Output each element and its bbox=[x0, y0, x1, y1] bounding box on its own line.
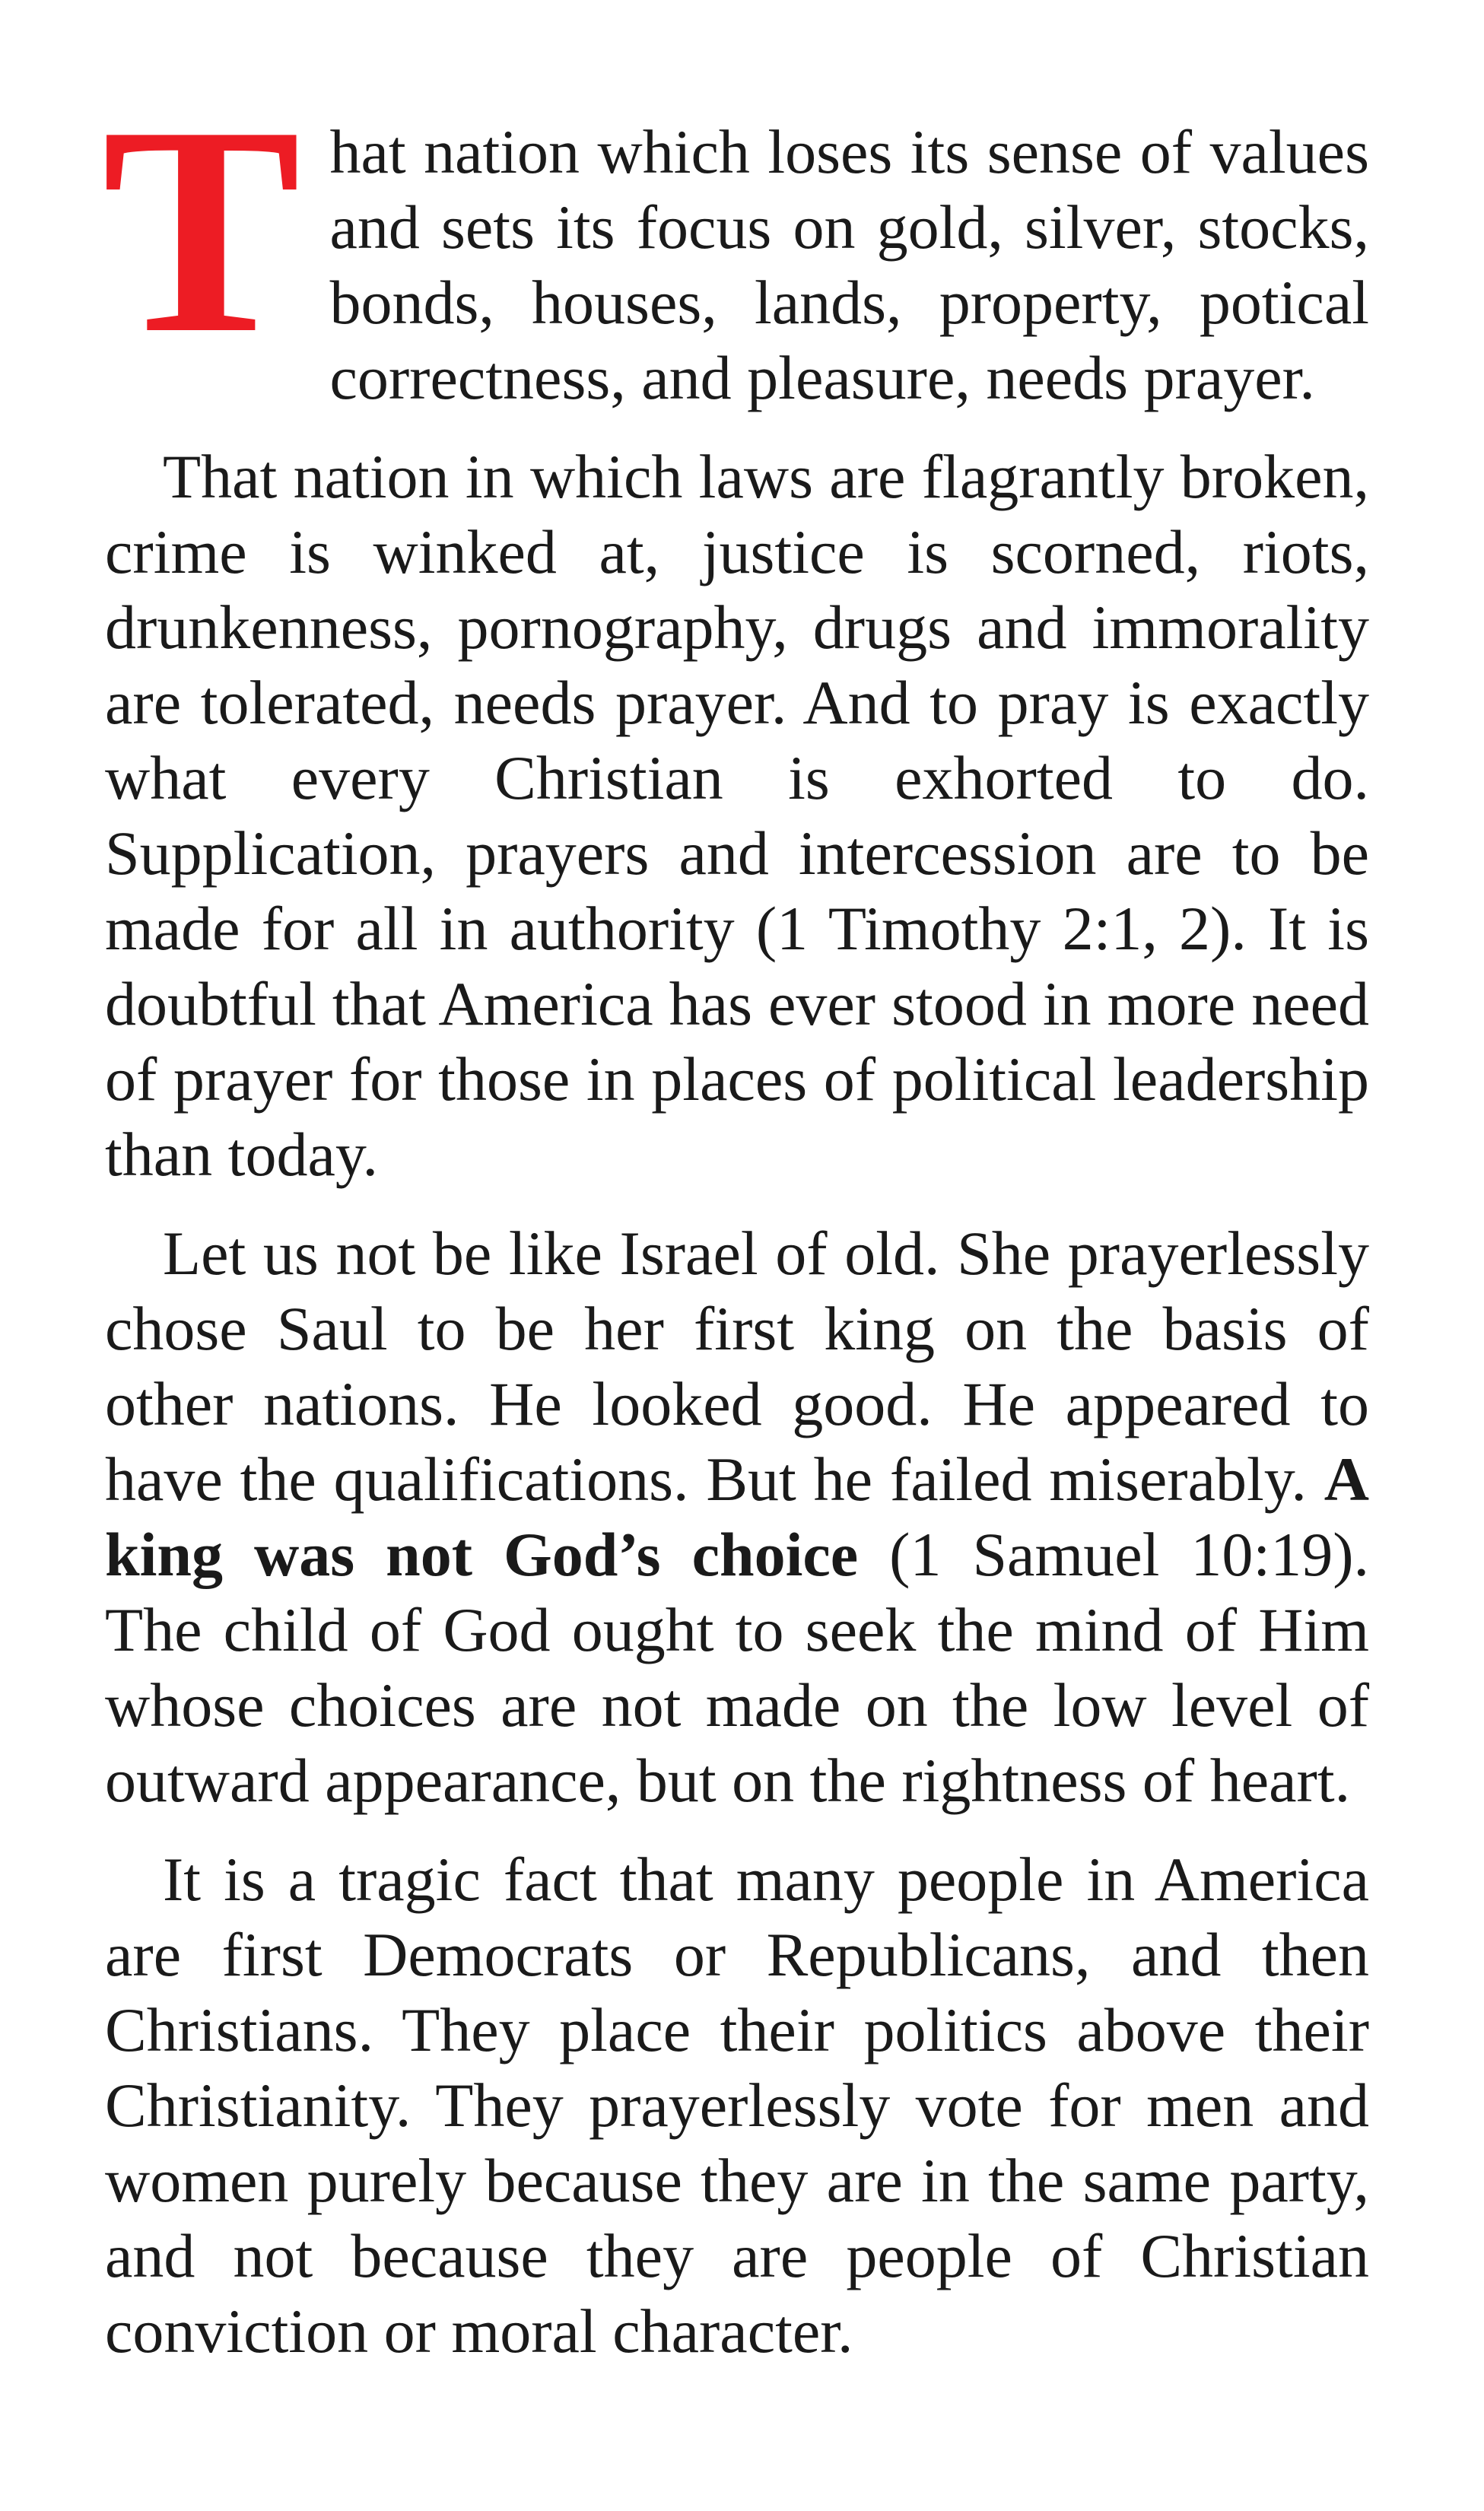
paragraph-4: It is a tragic fact that many people in America are first Democrats or Republicans, and then Christians. They place their politics above their Christianity. They prayerlessly vote for men and women purely because they are in the same party, and not because they are people of Christian conviction or moral character. bbox=[105, 1845, 1369, 2366]
paragraph-3 bbox=[105, 1216, 1369, 1818]
paragraph-3-text-after: (1 Samuel 10:19). The child of God ought to seek the mind of Him whose choices are not made on the low level of outward appearance, but on the rightness of heart. bbox=[105, 1520, 1369, 1815]
paragraph-1-text: hat nation which loses its sense of values and sets its focus on gold, silver, stocks, bonds, houses, lands, property, potical correctness, and pleasure, needs prayer. bbox=[329, 117, 1369, 412]
drop-cap: T bbox=[102, 65, 301, 395]
paragraph-3-bold-phrase: A king was not God’s choice bbox=[105, 1445, 1369, 1589]
article-body bbox=[102, 65, 1369, 2392]
paragraph-1 bbox=[102, 65, 1369, 415]
paragraph-2: That nation in which laws are flagrantly broken, crime is winked at, justice is scorned, riots, drunkenness, pornography, drugs and immorality are tolerated, needs prayer. And to pray is exactly what every Christian is exhorted to do. Supplication, prayers and intercession are to be made for all in authority (1 Timothy 2:1, 2). It is doubtful that America has ever stood in more need of prayer for those in places of political leadership than today. bbox=[105, 442, 1369, 1189]
paragraph-3-text-before: Let us not be like Israel of old. She prayerlessly chose Saul to be her first king on the basis of other nations. He looked good. He appeared to have the qualifications. But he failed miserably. bbox=[105, 1219, 1369, 1514]
